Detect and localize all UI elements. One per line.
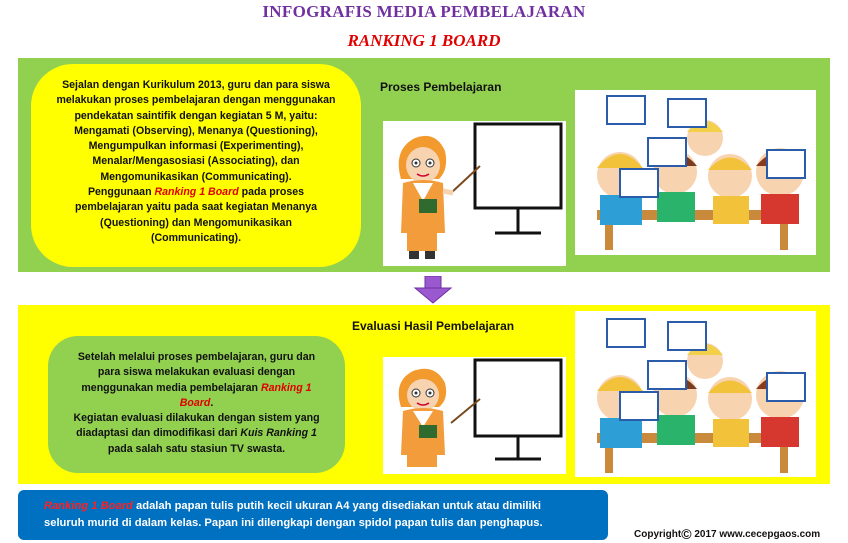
evaluasi-line: para siswa melakukan evaluasi dengan	[97, 366, 296, 379]
proses-heading: Proses Pembelajaran	[380, 80, 502, 94]
proses-description-bubble	[31, 64, 361, 267]
copyright-suffix: 2017 www.cecepgaos.com	[691, 529, 821, 540]
evaluasi-line-text: diadaptasi dan dimodifikasi dari	[76, 427, 241, 440]
brand-name: Board	[179, 396, 211, 409]
evaluasi-line-text: menggunakan media pembelajaran	[81, 381, 261, 394]
students-illustration	[575, 311, 816, 477]
quiz-name: Kuis Ranking 1	[240, 427, 317, 440]
note-text: adalah papan tulis putih kecil ukuran A4 yang disediakan untuk atau dimiliki	[132, 500, 541, 512]
page-subtitle: RANKING 1 BOARD	[347, 31, 501, 50]
evaluasi-heading: Evaluasi Hasil Pembelajaran	[352, 319, 515, 333]
note-line	[44, 498, 596, 515]
proses-intro-line: Menalar/Mengasosiasi (Associating), dan	[92, 155, 300, 168]
proses-usage-line: (Communicating).	[150, 231, 242, 244]
proses-intro-line: Mengamati (Observing), Menanya (Questioning),	[74, 124, 318, 137]
proses-intro-line: Sejalan dengan Kurikulum 2013, guru dan para siswa	[62, 79, 330, 91]
evaluasi-line	[62, 426, 331, 441]
page-title: INFOGRAFIS MEDIA PEMBELAJARAN	[262, 2, 586, 21]
teacher-illustration	[383, 121, 566, 266]
teacher-illustration	[383, 357, 566, 474]
evaluasi-line-text: .	[210, 396, 214, 409]
proses-intro-line: pendekatan saintifik dengan kegiatan 5 M, yaitu:	[74, 109, 318, 122]
evaluasi-line	[62, 381, 331, 396]
usage-prefix: Penggunaan	[87, 186, 155, 199]
students-illustration	[575, 90, 816, 255]
teacher-pointing-whiteboard-icon	[383, 357, 566, 474]
evaluasi-line: Setelah melalui proses pembelajaran, guru dan	[77, 351, 316, 363]
evaluasi-line: Kegiatan evaluasi dilakukan dengan sistem yang	[73, 412, 320, 425]
proses-usage-line	[47, 185, 345, 200]
evaluasi-line	[62, 396, 331, 411]
brand-name: Ranking 1 Board	[44, 500, 133, 512]
proses-usage-line: (Questioning) dan Mengomunikasikan	[100, 216, 292, 229]
teacher-pointing-whiteboard-icon	[383, 121, 566, 266]
evaluasi-line: pada salah satu stasiun TV swasta.	[107, 442, 286, 455]
ranking-board-definition-note	[18, 490, 608, 540]
evaluasi-description-bubble	[48, 336, 345, 473]
students-holding-boards-icon	[575, 311, 816, 477]
proses-intro-line: Mengumpulkan informasi (Experimenting),	[88, 140, 304, 153]
down-arrow-icon	[413, 276, 453, 304]
proses-intro-line: Mengomunikasikan (Communicating).	[100, 170, 292, 183]
copyright-icon: ©	[681, 526, 692, 542]
copyright-notice	[634, 526, 820, 542]
proses-usage-line: pembelajaran yaitu pada saat kegiatan Menanya	[75, 201, 317, 214]
brand-name: Ranking 1 Board	[154, 186, 239, 199]
proses-intro-line: melakukan proses pembelajaran dengan menggunakan	[56, 94, 336, 107]
copyright-prefix: Copyright	[634, 529, 682, 540]
usage-suffix: pada proses	[238, 186, 305, 199]
students-holding-boards-icon	[575, 90, 816, 255]
note-line: seluruh murid di dalam kelas. Papan ini dilengkapi dengan spidol papan tulis dan penghapus.	[44, 517, 543, 529]
brand-name: Ranking 1	[260, 381, 312, 394]
